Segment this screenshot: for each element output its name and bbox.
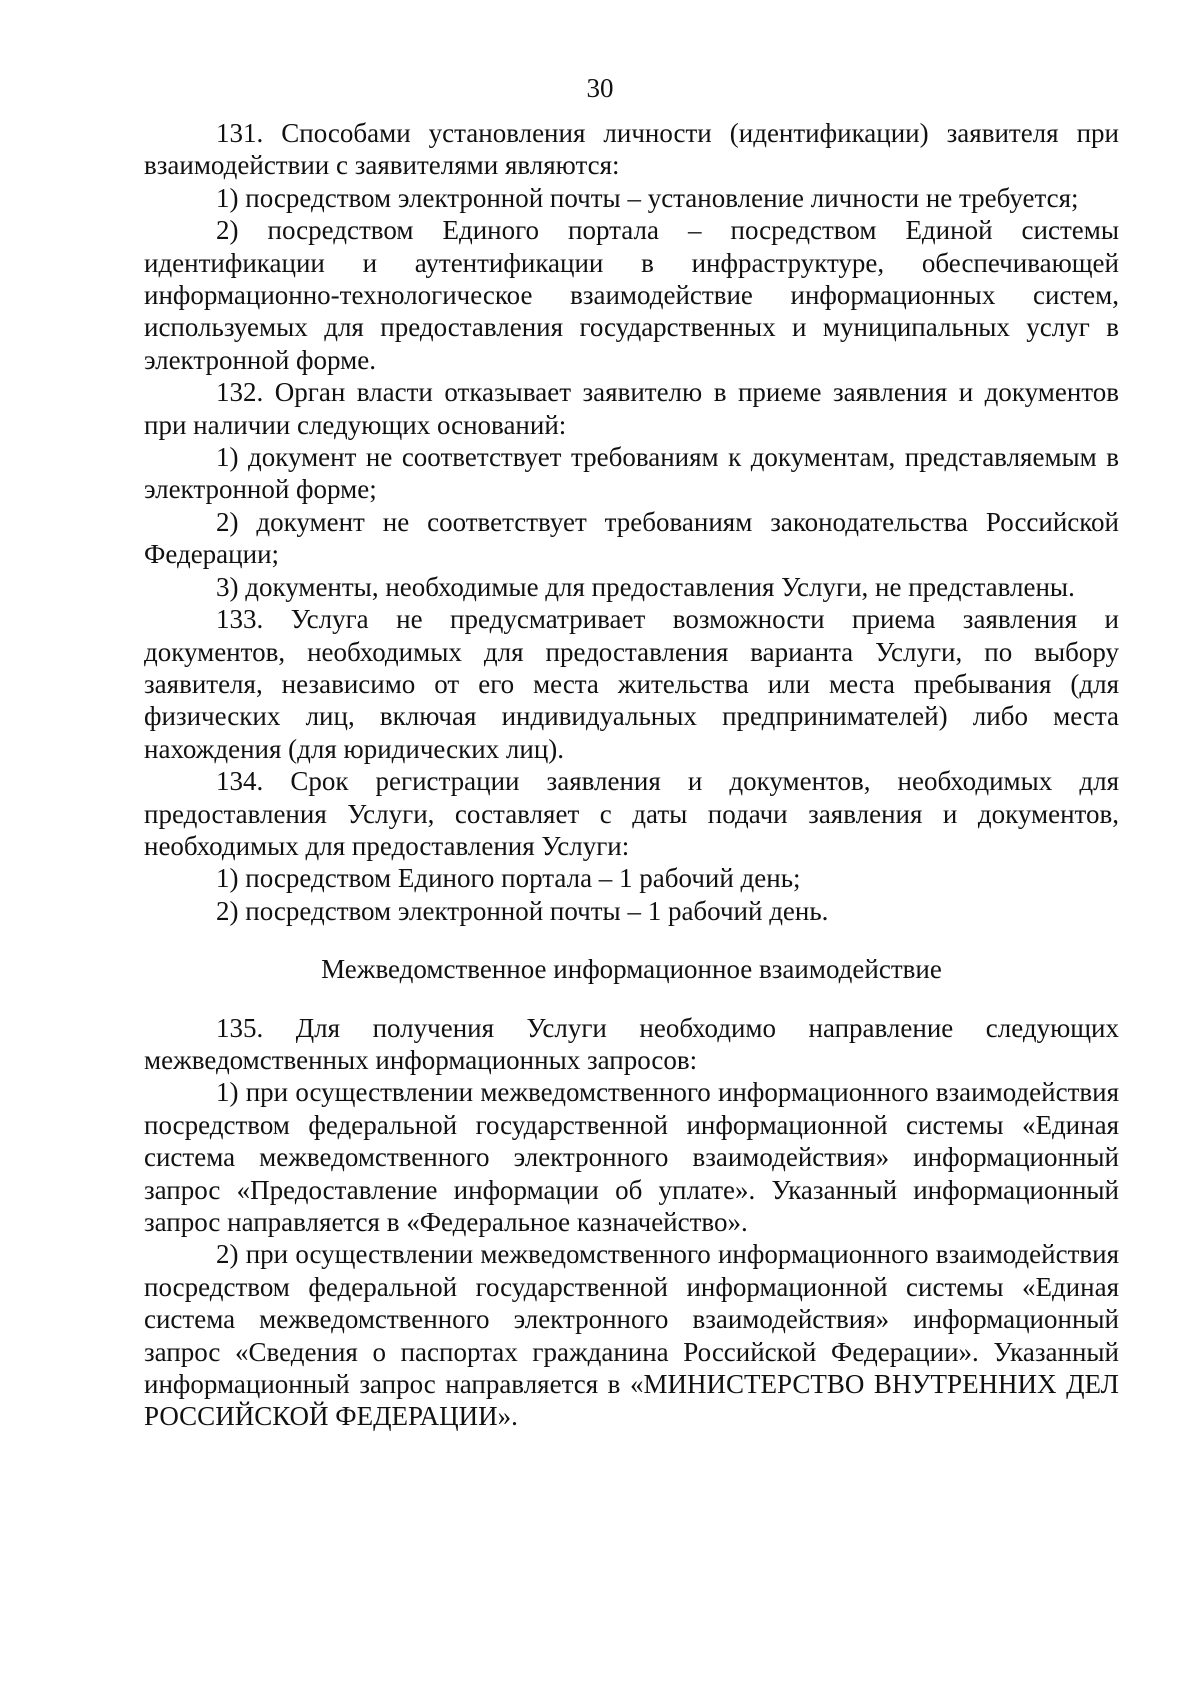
paragraph-132: 132. Орган власти отказывает заявителю в приеме заявления и документов при наличии следующих оснований: [144,377,1119,440]
list-item-132-2: 2) документ не соответствует требованиям законодательства Российской Федерации; [144,506,1119,570]
section-heading: Межведомственное информационное взаимодействие [321,954,942,985]
list-item-135-1: 1) при осуществлении межведомственного информационного взаимодействия посредством федеральной государственной информационной системы «Единая система межведомственного электронного взаимодействия» информационный запрос «Предоставление информации об уплате». Указанный информационный запрос направляется в «Федеральное казначейство». [144,1077,1119,1237]
paragraph-134: 134. Срок регистрации заявления и документов, необходимых для предоставления Услуги, составляет с даты подачи заявления и документов, необходимых для предоставления Услуги: [144,766,1119,861]
list-item-135-2: 2) при осуществлении межведомственного информационного взаимодействия посредством федеральной государственной информационной системы «Единая система межведомственного электронного взаимодействия» информационный запрос «Сведения о паспортах гражданина Российской Федерации». Указанный информационный запрос направляется в «МИНИСТЕРСТВО ВНУТРЕННИХ ДЕЛ РОССИЙСКОЙ ФЕДЕРАЦИИ». [144,1239,1119,1432]
list-item-132-1: 1) документ не соответствует требованиям к документам, представляемым в электронной форме; [144,442,1119,505]
list-item-134-2: 2) посредством электронной почты – 1 рабочий день. [216,895,829,926]
list-item-134-1: 1) посредством Единого портала – 1 рабочий день; [216,863,801,894]
paragraph-131: 131. Способами установления личности (идентификации) заявителя при взаимодействии с заявителями являются: [144,118,1119,181]
list-item-131-2: 2) посредством Единого портала – посредством Единой системы идентификации и аутентификации в инфраструктуре, обеспечивающей информационно-технологическое взаимодействие информационных систем, используемых для предоставления государственных и муниципальных услуг в электронной форме. [144,215,1119,375]
paragraph-135: 135. Для получения Услуги необходимо направление следующих межведомственных информационных запросов: [144,1012,1119,1075]
page-number: 30 [586,73,614,103]
list-item-132-3: 3) документы, необходимые для предоставления Услуги, не представлены. [216,571,1075,602]
document-body [144,117,1119,1433]
paragraph-133: 133. Услуга не предусматривает возможности приема заявления и документов, необходимых для предоставления варианта Услуги, по выбору заявителя, независимо от его места жительства или места пребывания (для физических лиц, включая индивидуальных предпринимателей) либо места нахождения (для юридических лиц). [144,604,1119,764]
list-item-131-1: 1) посредством электронной почты – установление личности не требуется; [216,182,1079,213]
